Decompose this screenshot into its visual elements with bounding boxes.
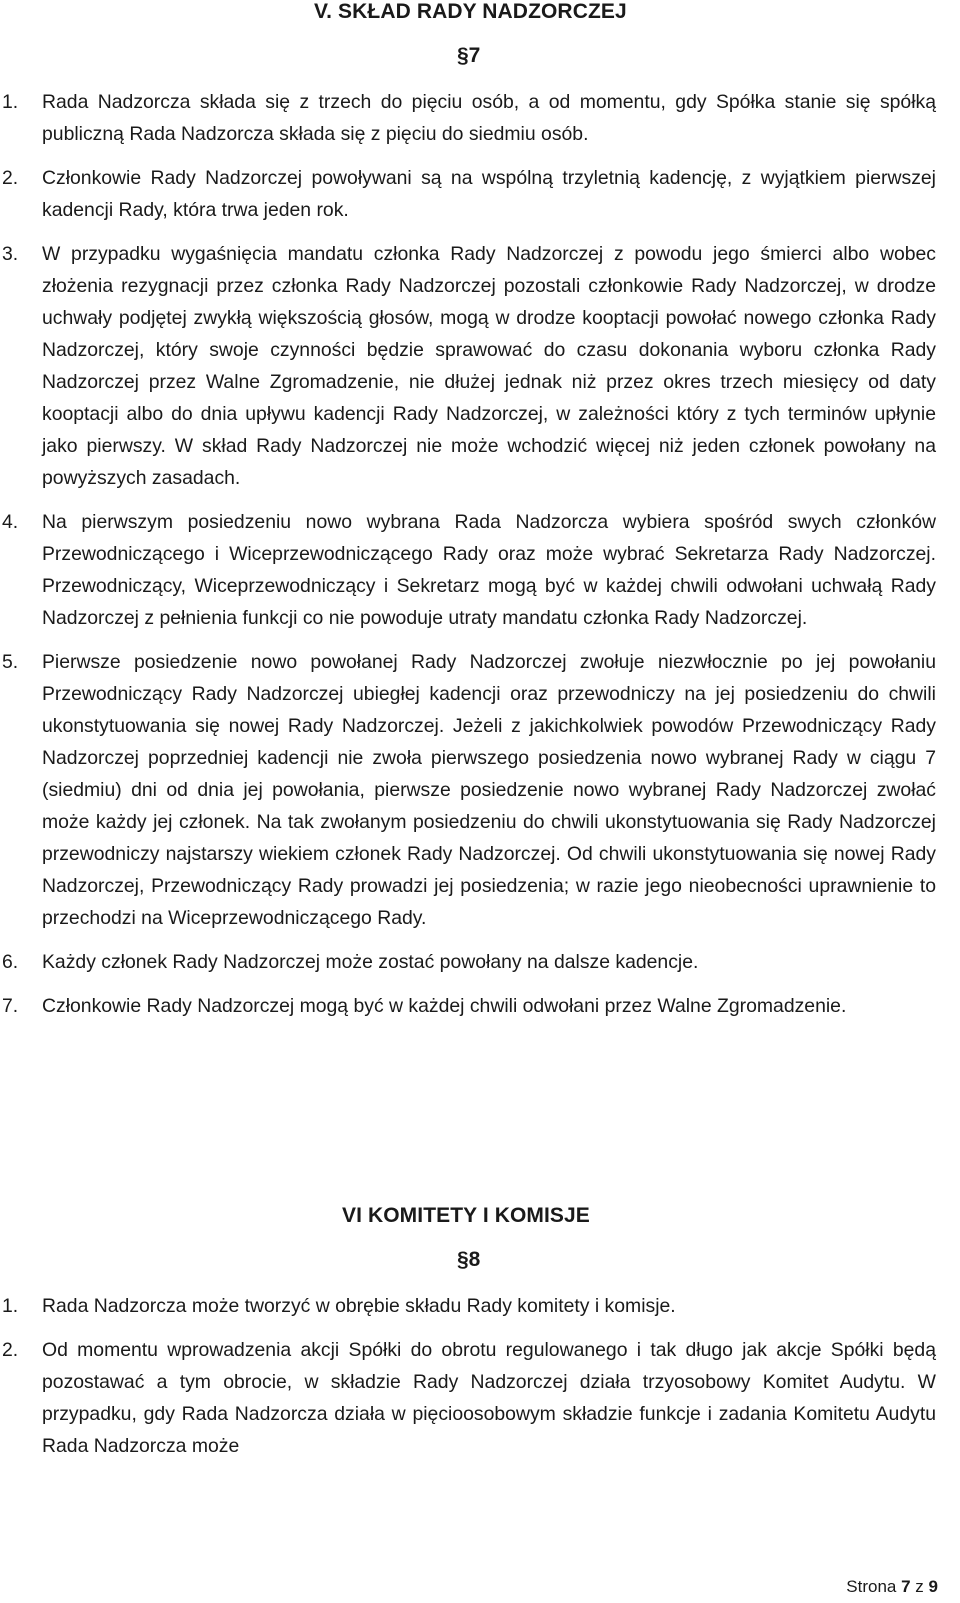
item-text: Każdy członek Rady Nadzorczej może zostać powołany na dalsze kadencje. [42,951,699,973]
list-item [2,162,936,226]
list-item [2,86,936,150]
list-item [2,946,936,978]
item-number: 1. [2,1295,19,1317]
list-item [2,646,936,934]
list-item [2,238,936,494]
section-heading-vi: VI KOMITETY I KOMISJE [342,1204,590,1227]
list-item [2,990,936,1022]
item-number: 6. [2,951,19,973]
section-vi-list [2,1290,936,1474]
item-number: 5. [2,651,19,673]
item-number: 4. [2,511,19,533]
item-text: Członkowie Rady Nadzorczej powoływani są na wspólną trzyletnią kadencję, z wyjątkiem pierwszej kadencji Rady, która trwa jeden rok. [42,167,936,221]
paragraph-number-8: §8 [457,1248,481,1271]
item-number: 3. [2,243,19,265]
item-text: Rada Nadzorcza składa się z trzech do pięciu osób, a od momentu, gdy Spółka stanie się spółką publiczną Rada Nadzorcza składa się z pięciu do siedmiu osób. [42,91,936,145]
list-item [2,1334,936,1462]
footer-current-page: 7 [901,1577,911,1596]
item-number: 2. [2,167,19,189]
footer-separator: z [915,1577,924,1596]
list-item [2,1290,936,1322]
page-footer [846,1577,938,1597]
footer-total-pages: 9 [928,1577,938,1596]
section-v-list [2,86,936,1034]
item-text: Od momentu wprowadzenia akcji Spółki do obrotu regulowanego i tak długo jak akcje Spółki będą pozostawać a tym obrocie, w składzie Rady Nadzorczej działa trzyosobowy Komitet Audytu. W przypadku, gdy Rada Nadzorcza działa w pięcioosobowym składzie funkcje i zadania Komitetu Audytu Rada Nadzorcza może [42,1339,936,1457]
item-text: Na pierwszym posiedzeniu nowo wybrana Rada Nadzorcza wybiera spośród swych członków Przewodniczącego i Wiceprzewodniczącego Rady oraz może wybrać Sekretarza Rady Nadzorczej. Przewodniczący, Wiceprzewodniczący i Sekretarz mogą być w każdej chwili odwołani uchwałą Rady Nadzorczej z pełnienia funkcji co nie powoduje utraty mandatu członka Rady Nadzorczej. [42,511,936,629]
item-text: Rada Nadzorcza może tworzyć w obrębie składu Rady komitety i komisje. [42,1295,676,1317]
footer-label: Strona [846,1577,897,1596]
item-number: 2. [2,1339,19,1361]
item-number: 1. [2,91,19,113]
list-item [2,506,936,634]
item-text: Członkowie Rady Nadzorczej mogą być w każdej chwili odwołani przez Walne Zgromadzenie. [42,995,847,1017]
item-text: Pierwsze posiedzenie nowo powołanej Rady Nadzorczej zwołuje niezwłocznie po jej powołaniu Przewodniczący Rady Nadzorczej ubiegłej kadencji oraz przewodniczy na jej posiedzeniu do chwili ukonstytuowania się nowej Rady Nadzorczej. Jeżeli z jakichkolwiek powodów Przewodniczący Rady Nadzorczej poprzedniej kadencji nie zwoła pierwszego posiedzenia nowo wybranej Rady w ciągu 7 (siedmiu) dni od dnia jej powołania, pierwsze posiedzenie nowo wybranej Rady Nadzorczej zwołać może każdy jej członek. Na tak zwołanym posiedzeniu do chwili ukonstytuowania się Rady Nadzorczej przewodniczy najstarszy wiekiem członek Rady Nadzorczej. Od chwili ukonstytuowania się nowej Rady Nadzorczej, Przewodniczący Rady prowadzi jej posiedzenia; w razie jego nieobecności uprawnienie to przechodzi na Wiceprzewodniczącego Rady. [42,651,936,929]
item-text: W przypadku wygaśnięcia mandatu członka Rady Nadzorczej z powodu jego śmierci albo wobec złożenia rezygnacji przez członka Rady Nadzorczej pozostali członkowie Rady Nadzorczej, w drodze uchwały podjętej zwykłą większością głosów, mogą w drodze kooptacji powołać nowego członka Rady Nadzorczej, który swoje czynności będzie sprawować do czasu dokonania wyboru członka Rady Nadzorczej przez Walne Zgromadzenie, nie dłużej jednak niż przez okres trzech miesięcy od daty kooptacji albo do dnia upływu kadencji Rady Nadzorczej, w zależności który z tych terminów upłynie jako pierwszy. W skład Rady Nadzorczej nie może wchodzić więcej niż jeden członek powołany na powyższych zasadach. [42,243,936,489]
section-heading-v: V. SKŁAD RADY NADZORCZEJ [314,0,627,23]
paragraph-number-7: §7 [457,44,481,67]
item-number: 7. [2,995,19,1017]
